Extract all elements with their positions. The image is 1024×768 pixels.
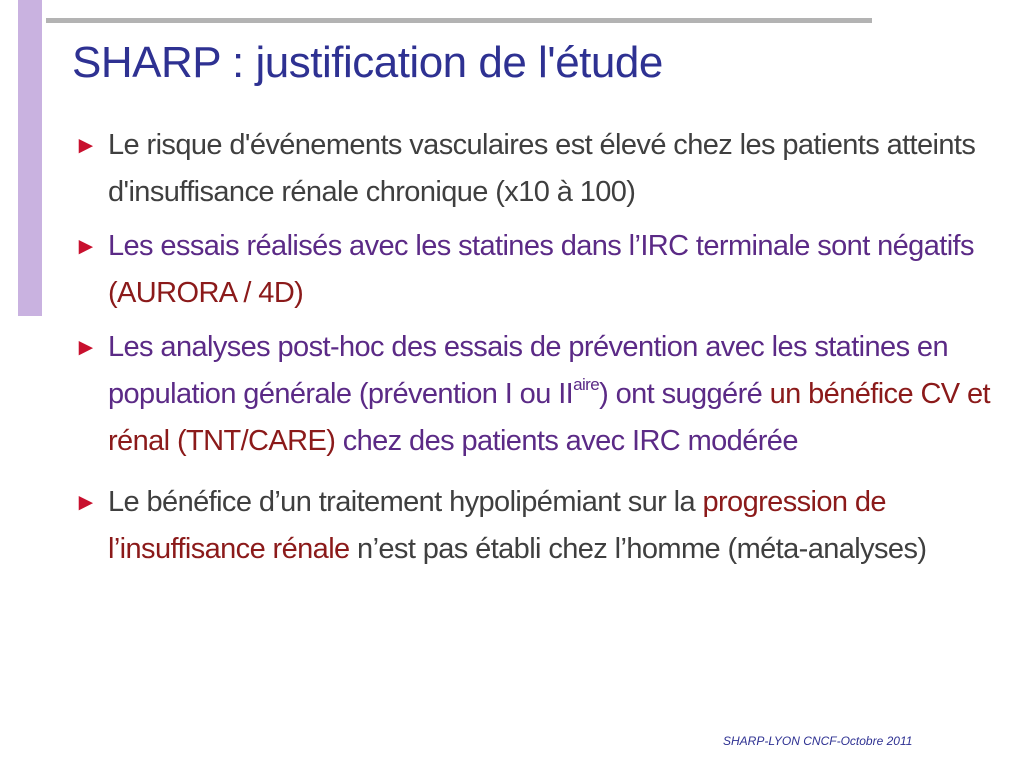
bullet-marker: ► — [74, 334, 98, 361]
bullet-3-text-cont: ) ont suggéré — [599, 378, 770, 410]
slide-footer: SHARP-LYON CNCF-Octobre 2011 — [723, 734, 913, 748]
bullet-marker: ► — [74, 233, 98, 260]
bullet-marker: ► — [74, 489, 98, 516]
bullet-2-highlight: (AURORA / 4D) — [108, 277, 304, 309]
bullet-2-text: Les essais réalisés avec les statines dans l’IRC terminale sont négatifs — [108, 230, 974, 262]
bullet-1 — [72, 122, 1002, 216]
bullet-3-text-end: chez des patients avec IRC modérée — [335, 425, 798, 457]
bullet-2 — [72, 223, 1002, 317]
bullet-1-text: Le risque d'événements vasculaires est élevé chez les patients atteints d'insuffisance rénale chronique (x10 à 100) — [108, 129, 976, 208]
bullet-4-text: Le bénéfice d’un traitement hypolipémiant sur la — [108, 486, 703, 518]
bullet-3-superscript: aire — [573, 375, 600, 395]
bullet-marker: ► — [74, 132, 98, 159]
bullet-list — [72, 122, 1002, 580]
bullet-4-text-end: n’est pas établi chez l’homme (méta-analyses) — [349, 533, 927, 565]
bullet-3-highlight: un bénéfice CV et rénal (TNT/CARE) — [108, 378, 990, 457]
title-rule — [46, 18, 872, 23]
bullet-3 — [72, 324, 1002, 465]
bullet-3-text: Les analyses post-hoc des essais de prévention avec les statines en population générale (prévention I ou II — [108, 331, 948, 410]
bullet-4-highlight: progression de l’insuffisance rénale — [108, 486, 886, 565]
bullet-4 — [72, 479, 1002, 573]
accent-bar — [18, 0, 42, 316]
slide-title: SHARP : justification de l'étude — [72, 38, 663, 87]
